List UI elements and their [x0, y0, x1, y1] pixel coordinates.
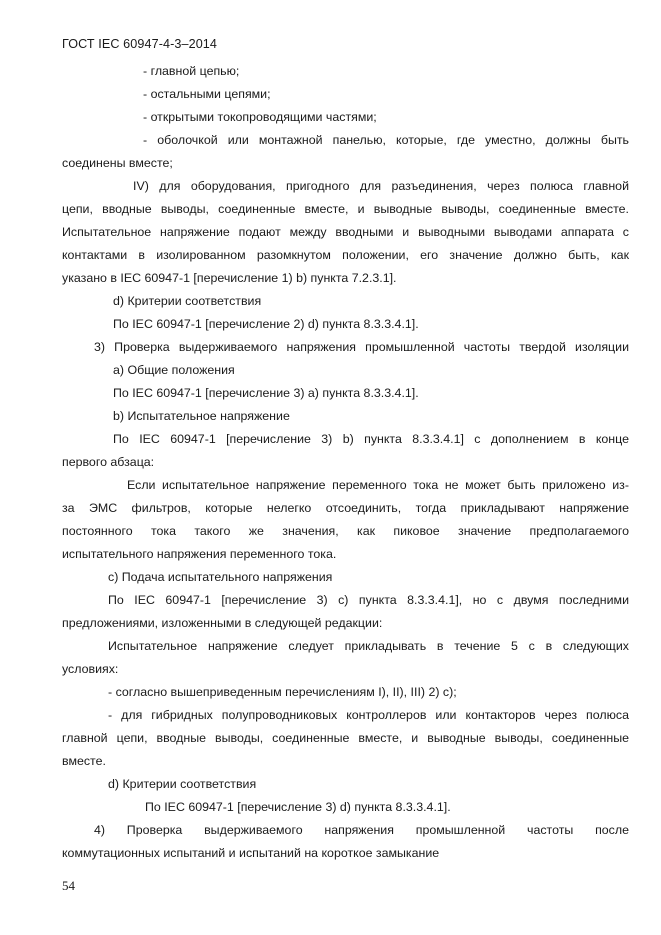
section-heading: d) Критерии соответствия	[108, 777, 257, 791]
text-line: Если испытательное напряжение переменного тока не может быть приложено из-	[127, 478, 629, 492]
text-line: Испытательное напряжение подают между вводными и выводными выводами аппарата с	[62, 225, 629, 239]
text-line: соединены вместе;	[62, 156, 173, 170]
section-heading: b) Испытательное напряжение	[113, 409, 290, 423]
text-line: По IEC 60947-1 [перечисление 3) b) пункта 8.3.3.4.1] с дополнением в конце	[113, 432, 629, 446]
section-heading: a) Общие положения	[113, 363, 235, 377]
list-item: - главной цепью;	[143, 64, 240, 78]
list-item: - открытыми токопроводящими частями;	[143, 110, 377, 124]
text-line: Испытательное напряжение следует прикладывать в течение 5 с в следующих	[108, 639, 629, 653]
text-line: По IEC 60947-1 [перечисление 3) c) пункта 8.3.3.4.1], но с двумя последними	[108, 593, 629, 607]
list-item: - согласно вышеприведенным перечислениям I), II), III) 2) c);	[108, 685, 457, 699]
section-heading: 4) Проверка выдерживаемого напряжения промышленной частоты после	[94, 823, 629, 837]
section-heading: c) Подача испытательного напряжения	[108, 570, 333, 584]
list-item: - остальными цепями;	[143, 87, 271, 101]
text-line: предложениями, изложенными в следующей редакции:	[62, 616, 383, 630]
text-line: По IEC 60947-1 [перечисление 3) d) пункта 8.3.3.4.1].	[145, 800, 451, 814]
text-line: первого абзаца:	[62, 455, 155, 469]
text-line: цепи, вводные выводы, соединенные вместе, и выводные выводы, соединенные вместе.	[62, 202, 629, 216]
section-heading: 3) Проверка выдерживаемого напряжения промышленной частоты твердой изоляции	[94, 340, 629, 354]
text-line: контактами в изолированном разомкнутом положении, его значение должно быть, как	[62, 248, 629, 262]
text-line: коммутационных испытаний и испытаний на короткое замыкание	[62, 846, 440, 860]
text-line: По IEC 60947-1 [перечисление 3) a) пункта 8.3.3.4.1].	[113, 386, 419, 400]
text-line: По IEC 60947-1 [перечисление 2) d) пункта 8.3.3.4.1].	[113, 317, 419, 331]
text-line: главной цепи, вводные выводы, соединенные вместе, и выводные выводы, соединенные	[62, 731, 629, 745]
text-line: постоянного тока такого же значения, как пиковое значение предполагаемого	[62, 524, 629, 538]
list-item: - для гибридных полупроводниковых контроллеров или контакторов через полюса	[108, 708, 629, 722]
text-line: испытательного напряжения переменного тока.	[62, 547, 337, 561]
text-line: вместе.	[62, 754, 106, 768]
list-item: - оболочкой или монтажной панелью, которые, где уместно, должны быть	[143, 133, 629, 147]
text-line: условиях:	[62, 662, 119, 676]
page-number: 54	[62, 878, 75, 893]
section-heading: d) Критерии соответствия	[113, 294, 262, 308]
text-line: за ЭМС фильтров, которые нелегко отсоединить, тогда прикладывают напряжение	[62, 501, 629, 515]
text-line: IV) для оборудования, пригодного для разъединения, через полюса главной	[133, 179, 629, 193]
text-line: указано в IEC 60947-1 [перечисление 1) b) пункта 7.2.3.1].	[62, 271, 397, 285]
standard-header: ГОСТ IEC 60947-4-3–2014	[62, 37, 218, 51]
